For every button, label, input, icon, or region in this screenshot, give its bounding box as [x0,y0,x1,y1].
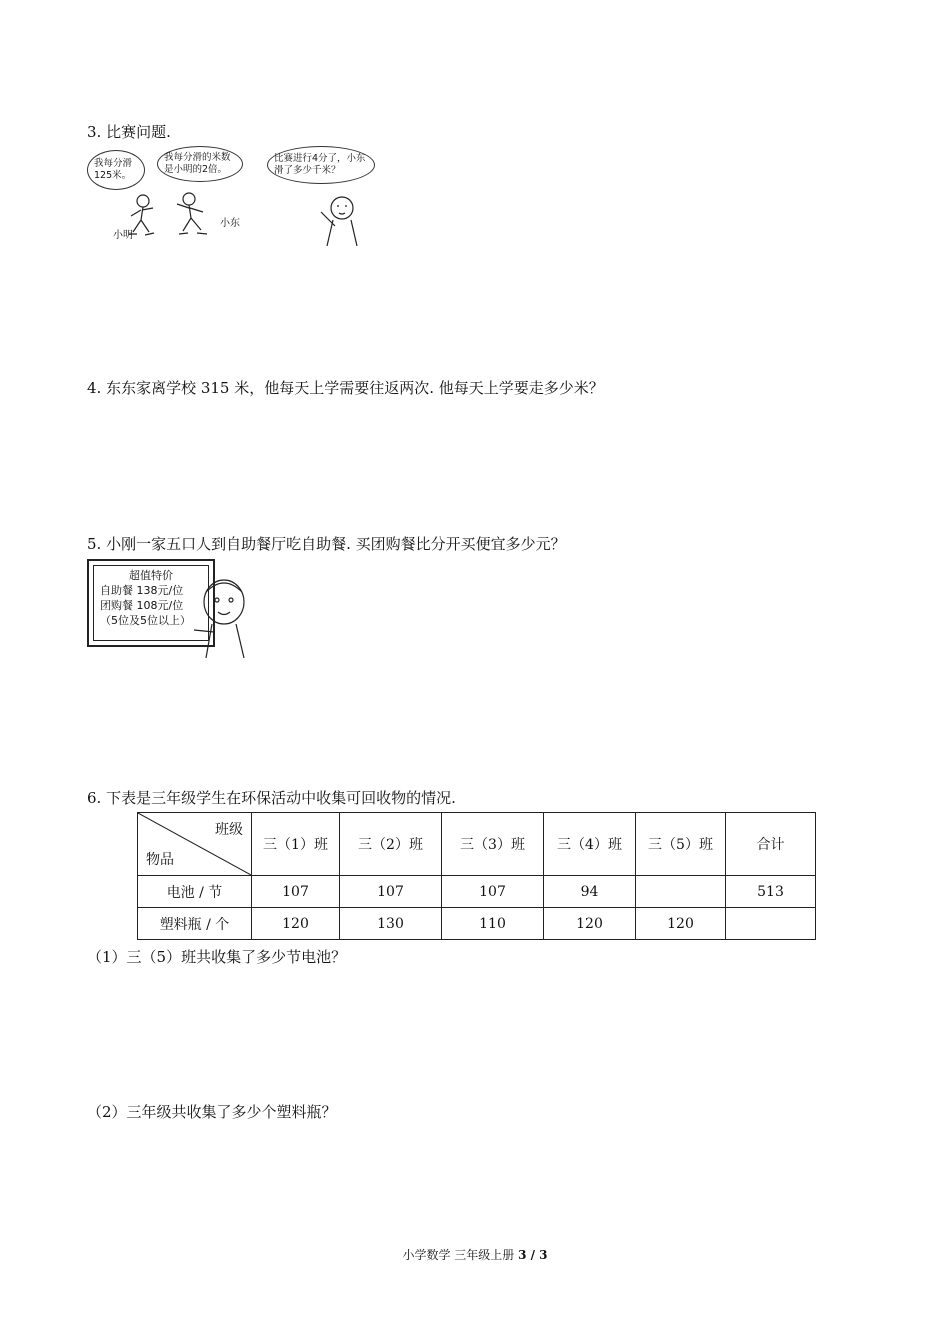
row-label: 电池 / 节 [138,876,252,908]
table-cell [726,908,816,940]
column-header: 三（2）班 [340,813,442,876]
table-cell: 107 [340,876,442,908]
table-cell [636,876,726,908]
question-6-part-2: （2）三年级共收集了多少个塑料瓶？ [87,1103,337,1121]
column-header: 三（1）班 [252,813,340,876]
table-header-row [138,813,816,876]
footer-text: 小学数学 三年级上册 [402,1248,519,1262]
row-label: 塑料瓶 / 个 [138,908,252,940]
skating-illustration [87,146,387,246]
column-header: 三（3）班 [442,813,544,876]
speech-bubble-teacher: 比赛进行4分了，小东滑了多少千米？ [267,146,375,184]
question-4: 4. 东东家离学校 315 米，他每天上学需要往返两次. 他每天上学要走多少米？ [87,379,604,397]
table-cell: 94 [544,876,636,908]
table-row [138,908,816,940]
column-header: 三（4）班 [544,813,636,876]
question-3: 3. 比赛问题. [87,123,171,141]
boy-drawing [188,574,252,660]
page-number: 3 / 3 [518,1248,548,1262]
price-line-condition: （5位及5位以上） [100,614,191,627]
table-cell: 120 [252,908,340,940]
corner-label-class: 班级 [215,822,243,838]
label-xiaoming: 小明 [113,230,133,241]
price-line-group: 团购餐 108元/位 [100,599,184,612]
corner-label-item: 物品 [146,852,174,868]
question-6: 6. 下表是三年级学生在环保活动中收集可回收物的情况. [87,789,456,807]
table-cell: 107 [442,876,544,908]
speech-bubble-xiaodong: 我每分滑的米数是小明的2倍。 [157,146,243,182]
price-board-title: 超值特价 [129,569,173,582]
price-line-buffet: 自助餐 138元/位 [100,584,184,597]
column-header: 合计 [726,813,816,876]
column-header: 三（5）班 [636,813,726,876]
table-cell: 130 [340,908,442,940]
table-cell: 107 [252,876,340,908]
speech-bubble-xiaoming: 我每分滑125米。 [87,150,145,190]
question-5: 5. 小刚一家五口人到自助餐厅吃自助餐. 买团购餐比分开买便宜多少元？ [87,535,566,553]
table-cell: 120 [636,908,726,940]
table-row [138,876,816,908]
table-cell: 110 [442,908,544,940]
question-6-part-1: （1）三（5）班共收集了多少节电池？ [87,948,347,966]
recycling-table [137,812,816,940]
table-cell: 120 [544,908,636,940]
label-xiaodong: 小东 [220,218,240,229]
corner-cell [138,813,252,876]
page-footer [0,1246,950,1263]
table-cell: 513 [726,876,816,908]
